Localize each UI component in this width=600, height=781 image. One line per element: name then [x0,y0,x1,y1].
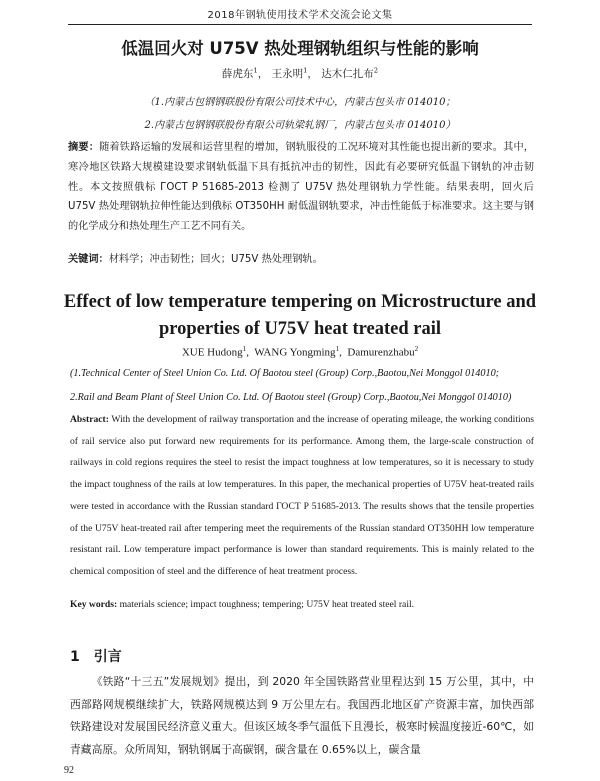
section-body-text: 《铁路“十三五”发展规划》提出，到 2020 年全国铁路营业里程达到 15 万公里，其中，中西部路网规模继续扩大，铁路网规模达到 9 万公里左右。我国西北地区矿产资源丰富，加快西部铁路建设对发展国民经济意义重大。但该区域冬季气温低下且漫长，极寒时候温度接近-60℃，如青藏高原。众所周知，钢轨钢属于高碳钢，碳含量在 0.65%以上，碳含量 [70,675,534,756]
chinese-authors: 薛虎东$^1$， 王永明$^1$， 达木仁扎布$^2$ [221,66,379,80]
section-heading [70,646,122,666]
author-superscript: 2 [414,345,419,353]
english-keywords-label: Key words: [70,599,118,610]
chinese-abstract-text: 随着铁路运输的发展和运营里程的增加，钢轨服役的工况环境对其性能也提出新的要求。其中，寒冷地区铁路大规模建设要求钢轨低温下具有抵抗冲击的韧性，因此有必要研究低温下钢轨的冲击韧性。本文按照俄标 ГОСТ Р 51685-2013 检测了 U75V 热处理钢轨力学性能。结果表明，回火后 U75V 热处理钢轨拉伸性能达到俄标 ОТ350НН 耐低温钢轨要求，冲击性能低于标准要求。这主要与钢的化学成分和热处理生产工艺不同有关。 [68,142,534,233]
chinese-keywords-label: 关键词： [68,254,109,265]
english-keywords-text: materials science; impact toughness; tempering; U75V heat treated steel rail. [119,599,415,610]
author-superscript: 1 [242,345,247,353]
english-keywords [70,599,534,610]
author-name: 薛虎东 [221,68,254,80]
running-head: 2018年钢轨使用技术学术交流会论文集 [207,10,393,21]
english-abstract-label: Abstract: [70,414,109,425]
author-superscript: 1 [335,345,340,353]
author-name: Damurenzhabu [347,346,415,359]
english-abstract [70,409,534,583]
author-superscript: 2 [373,66,379,75]
english-authors: XUE Hudong$^1$, WANG Yongming$^1$, Damurenzhabu$^2$ [181,345,419,359]
section-title: 引言 [93,649,122,665]
chinese-abstract-label: 摘要： [68,142,100,153]
english-abstract-text: With the development of railway transportation and the increase of operating mileage, the working conditions of rail service also put forward new requirements for its performance. Among them, the large-scale construction of railways in cold regions requires the steel to resist the impact toughness at low temperatures, so it is necessary to study the impact toughness of the rails at low temperatures. In this paper, the mechanical properties of U75V heat-treated rails were tested in accordance with the Russian standard ГОСТ Р 51685-2013. The results shows that the tensile properties of the U75V heat-treated rail after tempering meet the requirements of the Russian standard OT350HH low temperature resistant rail. Low temperature impact performance is lower than standard requirements. This is mainly related to the chemical composition of steel and the difference of heat treatment process. [70,414,535,577]
chinese-keywords-text: 材料学；冲击韧性；回火；U75V 热处理钢轨。 [108,254,323,265]
page-number: 92 [64,765,74,776]
section-number: 1 [70,649,80,665]
chinese-abstract [68,138,534,237]
author-name: WANG Yongming [254,346,336,359]
chinese-affiliation-2: 2.内蒙古包钢钢联股份有限公司轨梁轧钢厂，内蒙古包头市 014010） [144,120,456,131]
author-name: XUE Hudong [181,346,243,359]
english-affiliation-1: (1.Technical Center of Steel Union Co. Ltd. Of Baotou steel (Group) Corp.,Baotou,Nei Monggol 014010; [70,368,500,379]
english-affiliation-2: 2.Rail and Beam Plant of Steel Union Co. Ltd. Of Baotou steel (Group) Corp.,Baotou,Nei Monggol 014010) [70,392,512,403]
english-title: Effect of low temperature tempering on Microstructure and properties of U75V heat treated rail [63,292,537,339]
chinese-keywords [68,250,534,265]
header-rule [68,24,532,25]
chinese-affiliation-1: （1.内蒙古包钢钢联股份有限公司技术中心，内蒙古包头市 014010； [144,97,456,108]
author-name: 达木仁扎布 [321,68,374,80]
chinese-title: 低温回火对 U75V 热处理钢轨组织与性能的影响 [121,39,479,58]
author-name: 王永明 [271,68,304,80]
author-superscript: 1 [303,66,308,75]
author-superscript: 1 [253,66,258,75]
